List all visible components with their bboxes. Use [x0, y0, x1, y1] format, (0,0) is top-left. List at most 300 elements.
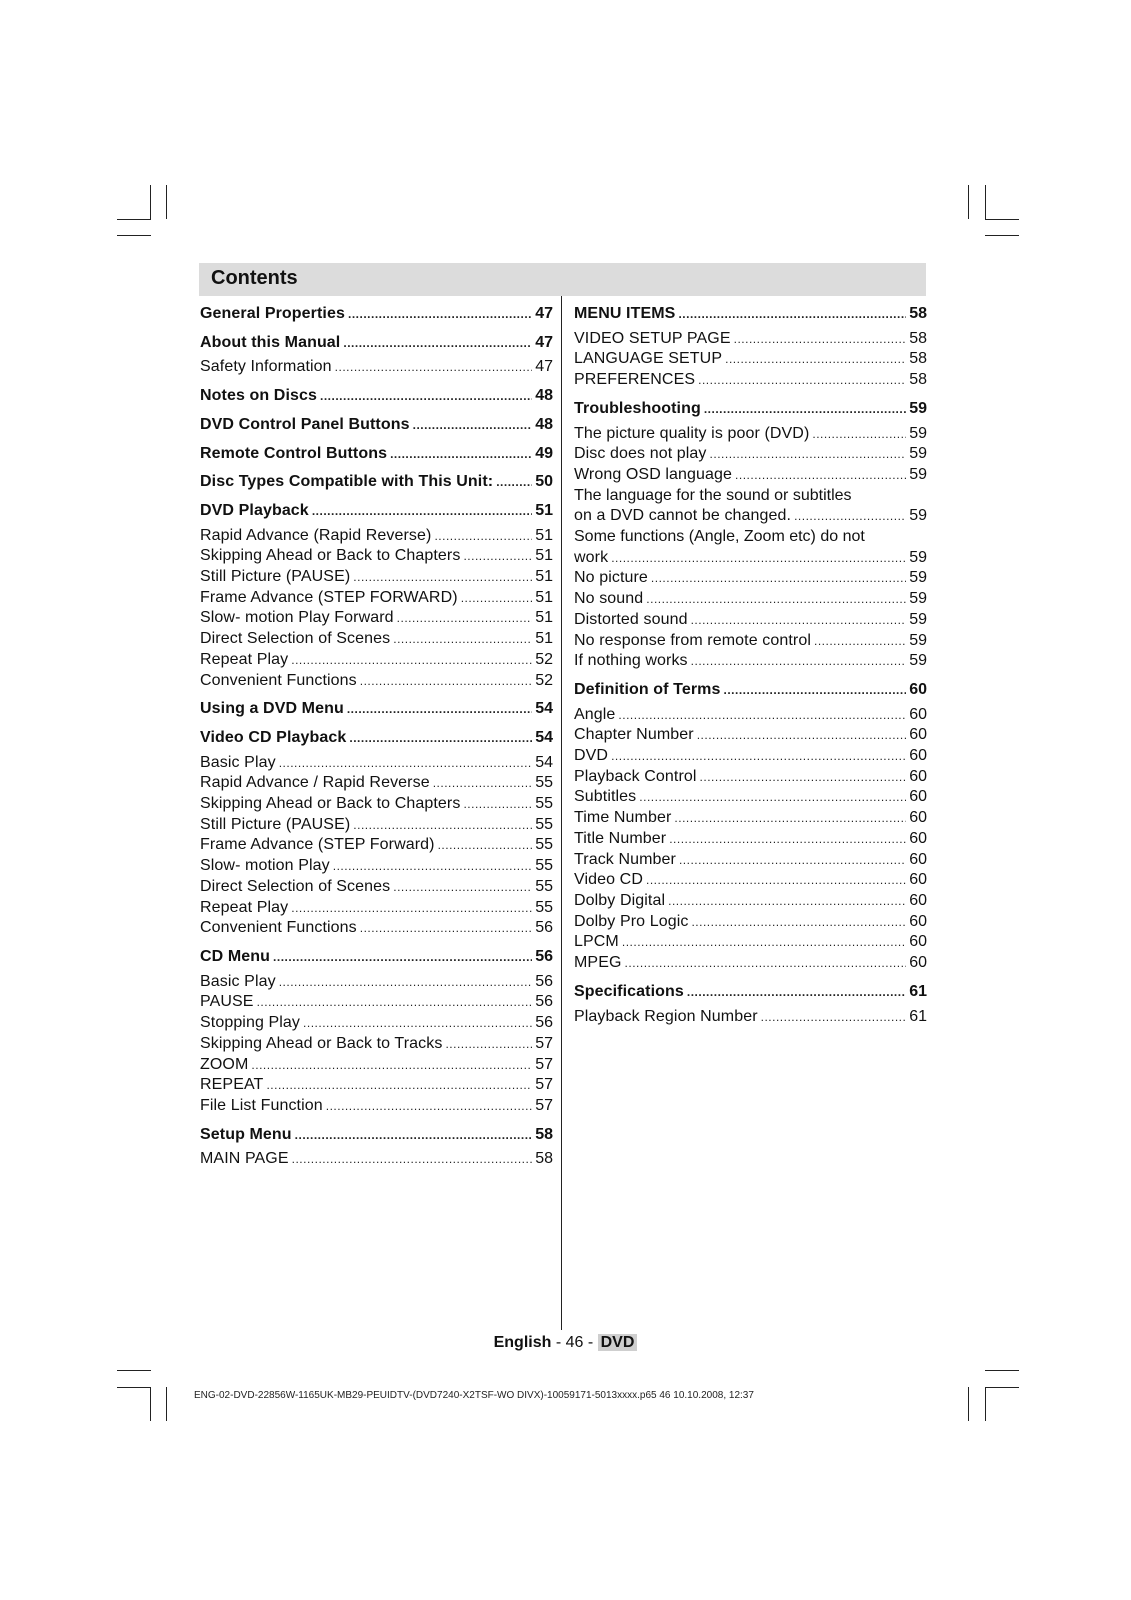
dot-leader	[678, 304, 906, 325]
toc-entry-label: Remote Control Buttons	[200, 444, 388, 462]
file-page: 46	[659, 1390, 671, 1401]
dot-leader	[625, 953, 907, 974]
dot-leader	[251, 1055, 532, 1076]
toc-entry-label: MPEG	[574, 954, 622, 972]
toc-page-number: 52	[535, 671, 553, 689]
dot-leader	[413, 415, 533, 436]
toc-entry	[574, 465, 927, 486]
crop-mark	[117, 1387, 151, 1388]
toc-page-number: 55	[535, 877, 553, 895]
toc-entry-label: Direct Selection of Scenes	[200, 877, 391, 895]
toc-page-number: 59	[909, 399, 927, 417]
toc-entry	[200, 1096, 553, 1117]
toc-page-number: 52	[535, 650, 553, 668]
crop-mark	[968, 1387, 969, 1421]
toc-entry-label: Distorted sound	[574, 610, 688, 628]
toc-page-number: 60	[909, 829, 927, 847]
toc-entry	[200, 794, 553, 815]
toc-entry	[200, 918, 553, 939]
toc-entry-label: Repeat Play	[200, 898, 289, 916]
dot-leader	[687, 982, 906, 1003]
footer-section-badge: DVD	[598, 1334, 638, 1351]
toc-entry-label: PAUSE	[200, 993, 254, 1011]
toc-entry-label: DVD Control Panel Buttons	[200, 415, 410, 433]
toc-entry-label: No response from remote control	[574, 631, 811, 649]
toc-entry-label: Slow- motion Play	[200, 857, 330, 875]
dot-leader	[303, 1013, 532, 1034]
dot-leader	[814, 631, 906, 652]
dot-leader	[734, 329, 907, 350]
dot-leader	[463, 546, 532, 567]
crop-mark	[117, 235, 151, 236]
toc-entry-label: Video CD Playback	[200, 728, 347, 746]
toc-page-number: 48	[535, 387, 553, 405]
toc-entry-label: Wrong OSD language	[574, 465, 733, 483]
dot-leader	[273, 947, 532, 968]
dot-leader	[812, 424, 906, 445]
toc-entry	[574, 746, 927, 767]
toc-entry	[574, 891, 927, 912]
toc-entry-label: Still Picture (PAUSE)	[200, 815, 351, 833]
crop-mark	[150, 185, 151, 219]
toc-entry	[574, 912, 927, 933]
toc-entry-label: MENU ITEMS	[574, 305, 676, 322]
toc-page-number: 59	[909, 590, 927, 608]
toc-page-number: 49	[535, 444, 553, 462]
toc-heading	[200, 1125, 553, 1146]
toc-entry-label: Safety Information	[200, 358, 332, 376]
toc-heading	[574, 680, 927, 701]
toc-page-number: 60	[909, 954, 927, 972]
toc-entry-label: Some functions (Angle, Zoom etc) do not	[574, 528, 865, 546]
toc-heading	[200, 415, 553, 436]
toc-entry	[200, 835, 553, 856]
dot-leader	[257, 992, 533, 1013]
crop-mark	[985, 185, 986, 219]
toc-page-number: 61	[909, 982, 927, 1000]
dot-leader	[646, 870, 906, 891]
dot-leader	[348, 304, 532, 325]
toc-heading	[574, 304, 927, 325]
crop-mark	[150, 1387, 151, 1421]
toc-entry	[574, 850, 927, 871]
toc-entry-label: ZOOM	[200, 1055, 249, 1073]
toc-entry	[200, 671, 553, 692]
toc-entry-label: Troubleshooting	[574, 399, 701, 417]
toc-entry-label: Definition of Terms	[574, 680, 721, 698]
dot-leader	[698, 370, 906, 391]
dot-leader	[735, 465, 906, 486]
dot-leader	[360, 918, 532, 939]
toc-entry	[574, 631, 927, 652]
toc-page-number: 57	[535, 1055, 553, 1073]
toc-page-number: 54	[535, 753, 553, 771]
toc-page-number: 58	[909, 350, 927, 368]
toc-entry	[574, 725, 927, 746]
toc-page-number: 54	[535, 700, 553, 718]
toc-entry	[574, 329, 927, 350]
dot-leader	[279, 753, 533, 774]
toc-page-number: 60	[909, 809, 927, 827]
footer-separator: -	[583, 1334, 598, 1351]
toc-entry-label: Notes on Discs	[200, 387, 317, 405]
file-info	[194, 1390, 754, 1401]
crop-mark	[985, 219, 1019, 220]
toc-entry-label: Dolby Digital	[574, 891, 666, 909]
dot-leader	[724, 680, 907, 701]
toc-entry	[200, 650, 553, 671]
dot-leader	[674, 808, 906, 829]
toc-page-number: 60	[909, 726, 927, 744]
toc-page-number: 57	[535, 1034, 553, 1052]
dot-leader	[347, 699, 532, 720]
toc-page-number: 55	[535, 795, 553, 813]
toc-heading	[200, 333, 553, 354]
toc-entry-label: No sound	[574, 590, 644, 608]
toc-entry	[200, 898, 553, 919]
dot-leader	[461, 588, 533, 609]
dot-leader	[691, 912, 906, 933]
dot-leader	[646, 589, 906, 610]
toc-entry-label: If nothing works	[574, 652, 688, 670]
toc-entry	[200, 1013, 553, 1034]
toc-entry-label: Basic Play	[200, 972, 276, 990]
dot-leader	[266, 1075, 532, 1096]
dot-leader	[291, 898, 532, 919]
toc-entry-label: Disc Types Compatible with This Unit:	[200, 473, 494, 491]
dot-leader	[445, 1034, 532, 1055]
toc-entry	[574, 370, 927, 391]
toc-page-number: 55	[535, 815, 553, 833]
toc-entry-label: General Properties	[200, 305, 345, 322]
footer-page-number: 46	[565, 1334, 584, 1351]
toc-page-number: 57	[535, 1096, 553, 1114]
toc-page-number: 54	[535, 728, 553, 746]
toc-entry	[200, 608, 553, 629]
toc-page-number: 61	[909, 1007, 927, 1025]
toc-left-column	[200, 304, 553, 1170]
toc-entry-label: Direct Selection of Scenes	[200, 630, 391, 648]
toc-entry	[574, 424, 927, 445]
toc-entry-label: DVD Playback	[200, 501, 309, 519]
toc-entry	[200, 546, 553, 567]
toc-entry-label: The picture quality is poor (DVD)	[574, 424, 810, 442]
dot-leader	[611, 746, 906, 767]
toc-entry-label: Frame Advance (STEP FORWARD)	[200, 588, 458, 606]
toc-entry	[200, 567, 553, 588]
page-footer	[0, 1334, 1131, 1352]
toc-page-number: 56	[535, 947, 553, 965]
toc-entry-label: Playback Region Number	[574, 1007, 758, 1025]
crop-mark	[166, 1387, 167, 1421]
toc-entry	[574, 829, 927, 850]
dot-leader	[333, 856, 532, 877]
toc-page-number: 48	[535, 415, 553, 433]
toc-page-number: 47	[535, 305, 553, 322]
footer-language: English	[493, 1334, 552, 1351]
dot-leader	[353, 567, 532, 588]
toc-entry	[200, 877, 553, 898]
toc-page-number: 60	[909, 767, 927, 785]
toc-page-number: 59	[909, 465, 927, 483]
crop-mark	[985, 235, 1019, 236]
toc-entry-label: VIDEO SETUP PAGE	[574, 329, 731, 347]
toc-entry	[200, 1055, 553, 1076]
toc-entry-label-continued: work	[574, 548, 609, 566]
dot-leader	[326, 1096, 532, 1117]
toc-entry	[574, 651, 927, 672]
toc-entry-label: LANGUAGE SETUP	[574, 350, 723, 368]
toc-entry	[574, 767, 927, 788]
toc-entry	[200, 629, 553, 650]
toc-heading	[200, 947, 553, 968]
toc-entry	[574, 870, 927, 891]
toc-heading	[200, 501, 553, 522]
crop-mark	[117, 1370, 151, 1371]
toc-page-number: 58	[909, 371, 927, 389]
toc-entry-label: Setup Menu	[200, 1125, 292, 1143]
toc-page-number: 59	[909, 652, 927, 670]
toc-entry-label: Disc does not play	[574, 445, 707, 463]
toc-entry	[200, 357, 553, 378]
toc-heading	[574, 399, 927, 420]
toc-page-number: 60	[909, 891, 927, 909]
toc-page-number: 60	[909, 705, 927, 723]
dot-leader	[679, 850, 906, 871]
toc-page-number: 59	[909, 445, 927, 463]
toc-entry	[200, 753, 553, 774]
toc-entry-label: CD Menu	[200, 947, 271, 965]
dot-leader	[397, 608, 533, 629]
dot-leader	[761, 1007, 907, 1028]
crop-mark	[985, 1387, 1019, 1388]
toc-entry-label: PREFERENCES	[574, 371, 696, 389]
toc-heading	[200, 472, 553, 493]
toc-entry-label: Convenient Functions	[200, 671, 357, 689]
dot-leader	[651, 568, 906, 589]
toc-entry-label: Slow- motion Play Forward	[200, 609, 394, 627]
toc-heading	[200, 304, 553, 325]
toc-page-number: 47	[535, 333, 553, 351]
toc-page-number: 58	[535, 1125, 553, 1143]
toc-page-number: 56	[535, 919, 553, 937]
crop-mark	[985, 1387, 986, 1421]
toc-page-number: 58	[909, 329, 927, 347]
toc-page-number: 59	[909, 424, 927, 442]
toc-entry-label: Frame Advance (STEP Forward)	[200, 836, 435, 854]
dot-leader	[295, 1125, 533, 1146]
dot-leader	[335, 357, 533, 378]
dot-leader	[279, 972, 533, 993]
toc-page-number: 60	[909, 871, 927, 889]
crop-mark	[117, 219, 151, 220]
toc-entry-label: Repeat Play	[200, 650, 289, 668]
dot-leader	[697, 725, 907, 746]
dot-leader	[438, 835, 533, 856]
dot-leader	[433, 773, 533, 794]
toc-page-number: 47	[535, 358, 553, 376]
toc-page-number: 60	[909, 912, 927, 930]
toc-entry-label: Still Picture (PAUSE)	[200, 568, 351, 586]
toc-page-number: 56	[535, 993, 553, 1011]
toc-entry-label: Stopping Play	[200, 1014, 301, 1032]
footer-separator: -	[551, 1334, 566, 1351]
toc-entry-label: Using a DVD Menu	[200, 700, 344, 718]
toc-right-column	[574, 304, 927, 1027]
toc-page-number: 60	[909, 747, 927, 765]
toc-page-number: 58	[535, 1150, 553, 1168]
toc-page-number: 51	[535, 547, 553, 565]
toc-page-number: 55	[535, 774, 553, 792]
toc-entry	[200, 1034, 553, 1055]
toc-page-number: 50	[535, 473, 553, 491]
toc-entry-label: MAIN PAGE	[200, 1150, 289, 1168]
toc-entry-label: Skipping Ahead or Back to Tracks	[200, 1034, 443, 1052]
toc-page-number: 59	[909, 631, 927, 649]
dot-leader	[291, 650, 532, 671]
toc-heading	[200, 444, 553, 465]
toc-page-number: 60	[909, 850, 927, 868]
toc-entry-label: DVD	[574, 747, 609, 765]
toc-page-number: 51	[535, 526, 553, 544]
dot-leader	[434, 526, 532, 547]
toc-page-number: 55	[535, 857, 553, 875]
dot-leader	[320, 386, 532, 407]
toc-page-number: 58	[909, 305, 927, 322]
toc-entry-label: File List Function	[200, 1096, 323, 1114]
toc-entry-label: Playback Control	[574, 767, 697, 785]
toc-page-number: 59	[909, 610, 927, 628]
dot-leader	[393, 629, 532, 650]
toc-entry-label: Video CD	[574, 871, 643, 889]
dot-leader	[639, 787, 906, 808]
toc-entry	[574, 444, 927, 465]
dot-leader	[611, 548, 906, 569]
toc-page-number: 60	[909, 933, 927, 951]
toc-entry-label: Skipping Ahead or Back to Chapters	[200, 547, 461, 565]
toc-page-number: 56	[535, 1014, 553, 1032]
toc-entry	[574, 932, 927, 953]
dot-leader	[349, 728, 532, 749]
toc-entry	[574, 705, 927, 726]
toc-page-number: 51	[535, 609, 553, 627]
dot-leader	[622, 932, 906, 953]
toc-entry-label: No picture	[574, 569, 648, 587]
toc-entry-label: Basic Play	[200, 753, 276, 771]
toc-page-number: 59	[909, 507, 927, 525]
dot-leader	[463, 794, 532, 815]
dot-leader	[700, 767, 907, 788]
toc-heading	[200, 728, 553, 749]
dot-leader	[390, 444, 532, 465]
file-date: 10.10.2008, 12:37	[673, 1390, 754, 1401]
toc-entry-label: Skipping Ahead or Back to Chapters	[200, 795, 461, 813]
dot-leader	[353, 815, 532, 836]
contents-header	[199, 263, 926, 296]
toc-entry-label: Time Number	[574, 809, 672, 827]
toc-entry-label: Convenient Functions	[200, 919, 357, 937]
dot-leader	[691, 651, 907, 672]
toc-page-number: 55	[535, 836, 553, 854]
dot-leader	[668, 891, 906, 912]
dot-leader	[691, 610, 907, 631]
toc-entry	[574, 349, 927, 370]
toc-entry	[200, 526, 553, 547]
toc-entry-label: Angle	[574, 705, 616, 723]
toc-entry	[200, 1075, 553, 1096]
dot-leader	[393, 877, 532, 898]
toc-page-number: 55	[535, 898, 553, 916]
dot-leader	[710, 444, 907, 465]
toc-entry	[200, 992, 553, 1013]
toc-page-number: 60	[909, 788, 927, 806]
toc-page-number: 59	[909, 569, 927, 587]
dot-leader	[360, 671, 532, 692]
toc-entry	[200, 856, 553, 877]
dot-leader	[496, 472, 532, 493]
toc-entry	[200, 588, 553, 609]
toc-entry	[574, 610, 927, 631]
toc-entry-label: REPEAT	[200, 1076, 264, 1094]
toc-page-number: 51	[535, 630, 553, 648]
toc-entry-label: Title Number	[574, 829, 667, 847]
toc-entry	[200, 972, 553, 993]
toc-entry-label: Specifications	[574, 982, 684, 1000]
toc-entry-label: Rapid Advance / Rapid Reverse	[200, 774, 430, 792]
crop-mark	[968, 185, 969, 219]
column-divider	[561, 296, 562, 1330]
toc-entry-label: Subtitles	[574, 788, 637, 806]
toc-entry	[574, 486, 927, 527]
dot-leader	[343, 333, 532, 354]
dot-leader	[725, 349, 906, 370]
toc-heading	[200, 699, 553, 720]
toc-entry	[200, 1149, 553, 1170]
page-title: Contents	[211, 267, 298, 289]
toc-page-number: 57	[535, 1076, 553, 1094]
toc-entry	[574, 589, 927, 610]
crop-mark	[985, 1370, 1019, 1371]
toc-heading	[574, 982, 927, 1003]
toc-heading	[200, 386, 553, 407]
toc-entry-label-continued: on a DVD cannot be changed.	[574, 507, 792, 525]
toc-page-number: 51	[535, 501, 553, 519]
toc-page-number: 59	[909, 548, 927, 566]
dot-leader	[312, 501, 532, 522]
toc-entry-label: LPCM	[574, 933, 619, 951]
toc-entry-label: About this Manual	[200, 333, 341, 351]
toc-entry-label: Track Number	[574, 850, 676, 868]
toc-page-number: 56	[535, 972, 553, 990]
dot-leader	[704, 399, 906, 420]
toc-page-number: 51	[535, 568, 553, 586]
toc-entry	[574, 568, 927, 589]
toc-entry	[574, 527, 927, 568]
toc-entry-label: Dolby Pro Logic	[574, 912, 689, 930]
toc-entry	[574, 787, 927, 808]
toc-page-number: 60	[909, 680, 927, 698]
toc-entry	[574, 1007, 927, 1028]
toc-entry-label: Chapter Number	[574, 726, 694, 744]
toc-entry	[574, 808, 927, 829]
toc-entry-label: Rapid Advance (Rapid Reverse)	[200, 526, 432, 544]
toc-entry-label: The language for the sound or subtitles	[574, 486, 852, 504]
dot-leader	[618, 705, 906, 726]
crop-mark	[166, 185, 167, 219]
file-code: ENG-02-DVD-22856W-1165UK-MB29-PEUIDTV-(DVD7240-X2TSF-WO DIVX)-10059171-5013xxxx.p65	[194, 1390, 657, 1401]
toc-page-number: 51	[535, 588, 553, 606]
dot-leader	[794, 506, 906, 527]
